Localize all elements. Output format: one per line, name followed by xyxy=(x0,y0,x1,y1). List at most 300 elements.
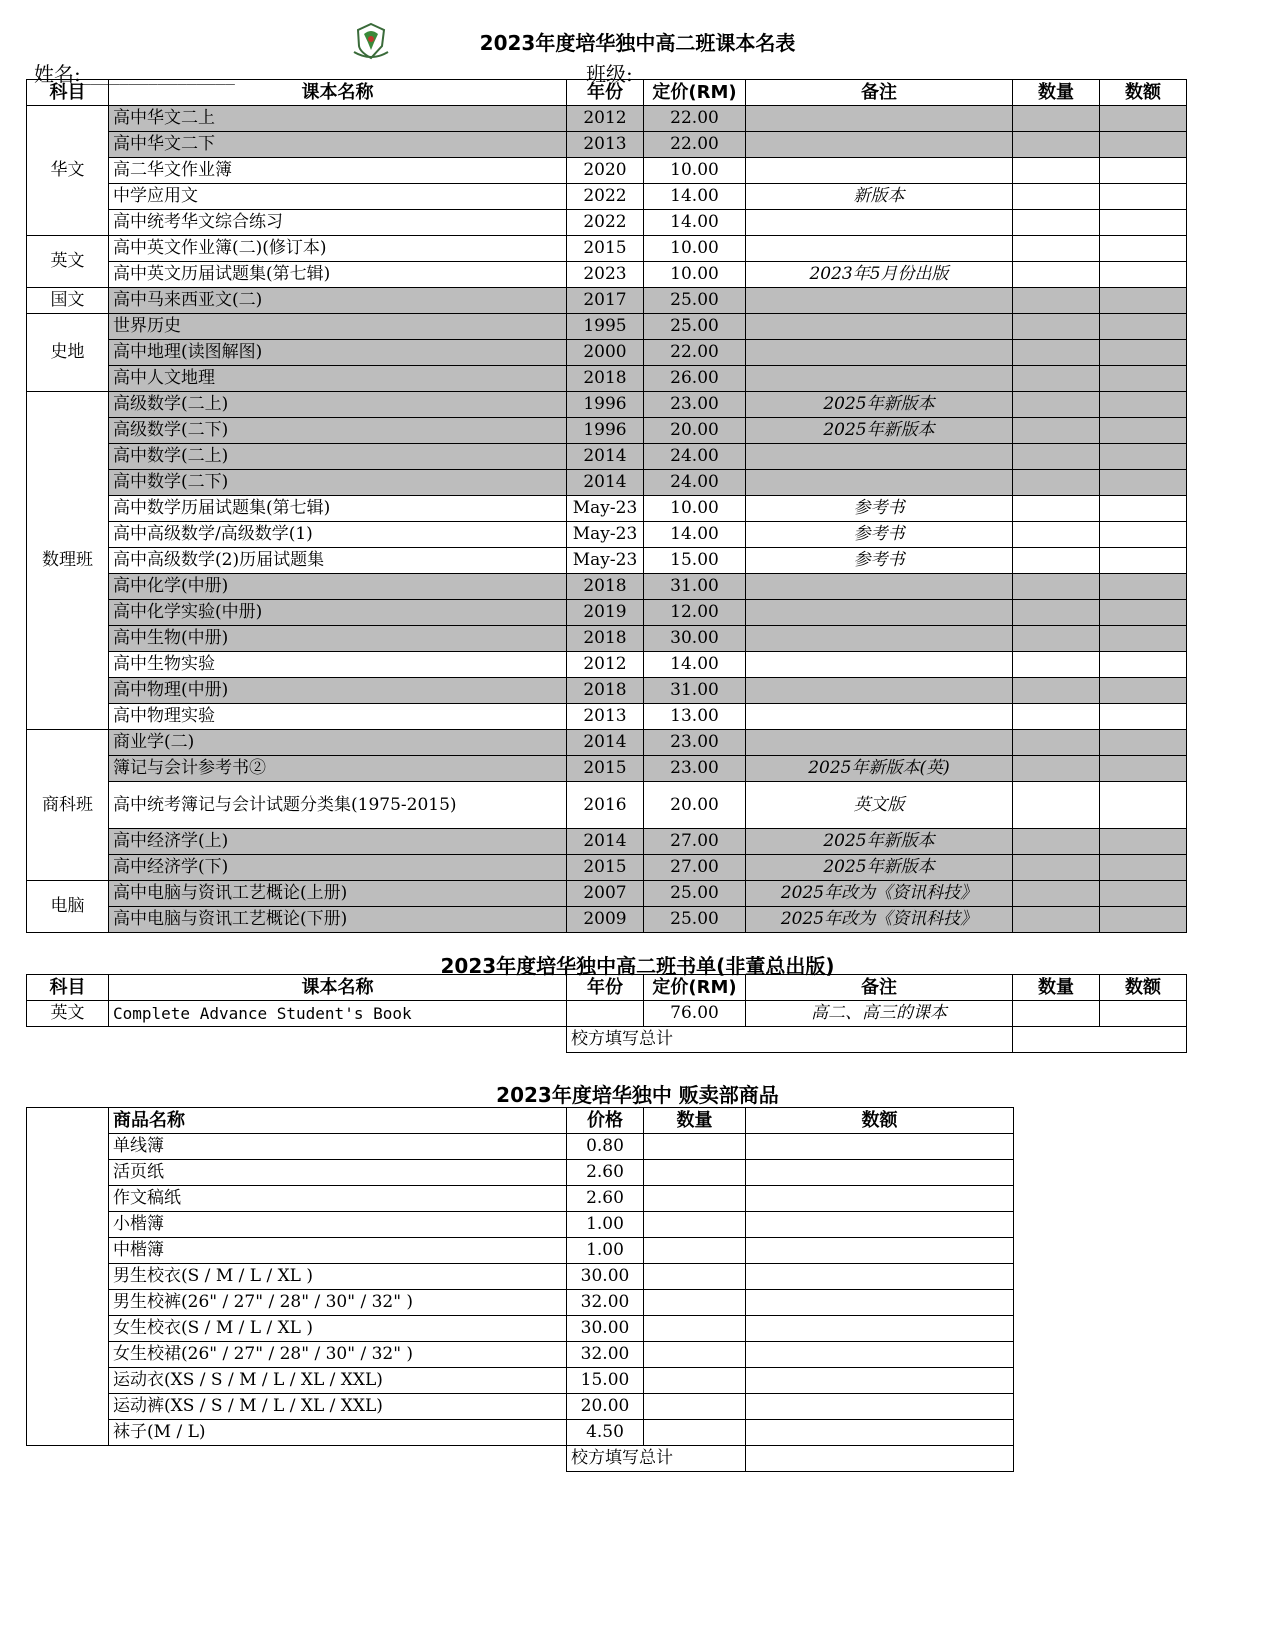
amount-input[interactable] xyxy=(1100,288,1187,314)
price-cell: 13.00 xyxy=(644,704,746,730)
table-row xyxy=(27,548,1187,574)
note-cell xyxy=(746,288,1013,314)
price-cell: 26.00 xyxy=(644,366,746,392)
amount-input[interactable] xyxy=(1100,158,1187,184)
item-amount-input[interactable] xyxy=(746,1212,1014,1238)
amount-input[interactable] xyxy=(1100,626,1187,652)
book-name-cell: 高中华文二上 xyxy=(109,106,567,132)
quantity-input[interactable] xyxy=(1013,314,1100,340)
item-quantity-input[interactable] xyxy=(644,1342,746,1368)
item-quantity-input[interactable] xyxy=(644,1238,746,1264)
table-row xyxy=(27,470,1187,496)
amount-input[interactable] xyxy=(1100,262,1187,288)
book-name-cell: 高中华文二下 xyxy=(109,132,567,158)
item-amount-input[interactable] xyxy=(746,1368,1014,1394)
table-row xyxy=(27,236,1187,262)
price-cell: 10.00 xyxy=(644,496,746,522)
book-name-cell: 高中经济学(上) xyxy=(109,829,567,855)
amount-input[interactable] xyxy=(1100,106,1187,132)
quantity-input[interactable] xyxy=(1013,418,1100,444)
book-name-cell: 簿记与会计参考书② xyxy=(109,756,567,782)
book-name-cell: 高中英文历届试题集(第七辑) xyxy=(109,262,567,288)
subject-cell: 英文 xyxy=(27,236,109,288)
amount-input[interactable] xyxy=(1100,600,1187,626)
table-row xyxy=(27,262,1187,288)
price-cell: 15.00 xyxy=(644,548,746,574)
item-name-cell: 男生校裤(26" / 27" / 28" / 30" / 32" ) xyxy=(109,1290,567,1316)
list-item xyxy=(27,1420,1014,1446)
school-total-label: 校方填写总计 xyxy=(567,1027,1013,1053)
price-cell: 23.00 xyxy=(644,756,746,782)
quantity-input[interactable] xyxy=(1013,132,1100,158)
amount-input[interactable] xyxy=(1100,881,1187,907)
note-cell xyxy=(746,678,1013,704)
book-name-cell: 高中化学实验(中册) xyxy=(109,600,567,626)
school-total-row xyxy=(27,1446,1014,1472)
header-note: 备注 xyxy=(746,80,1013,106)
book-name-cell: 高中高级数学/高级数学(1) xyxy=(109,522,567,548)
item-amount-input[interactable] xyxy=(746,1186,1014,1212)
amount-input[interactable] xyxy=(1100,210,1187,236)
amount-input[interactable] xyxy=(1100,855,1187,881)
price-cell: 27.00 xyxy=(644,829,746,855)
quantity-input[interactable] xyxy=(1013,470,1100,496)
class-label: 班级: xyxy=(586,62,633,86)
price-cell: 22.00 xyxy=(644,132,746,158)
quantity-input[interactable] xyxy=(1013,522,1100,548)
table-row xyxy=(27,314,1187,340)
table-row xyxy=(27,855,1187,881)
table-row xyxy=(27,782,1187,829)
header-item-name: 商品名称 xyxy=(109,1108,567,1134)
year-cell: 2014 xyxy=(567,444,644,470)
table-row xyxy=(27,496,1187,522)
book-name-cell: 高二华文作业簿 xyxy=(109,158,567,184)
year-cell: 2000 xyxy=(567,340,644,366)
table-row xyxy=(27,392,1187,418)
subject-cell: 国文 xyxy=(27,288,109,314)
item-quantity-input[interactable] xyxy=(644,1368,746,1394)
book-name-cell: 高中物理(中册) xyxy=(109,678,567,704)
quantity-input[interactable] xyxy=(1013,444,1100,470)
year-cell: 2015 xyxy=(567,756,644,782)
item-price-cell: 30.00 xyxy=(567,1316,644,1342)
item-price-cell: 32.00 xyxy=(567,1290,644,1316)
note-cell: 英文版 xyxy=(746,782,1013,829)
price-cell: 23.00 xyxy=(644,730,746,756)
year-cell: 2017 xyxy=(567,288,644,314)
item-quantity-input[interactable] xyxy=(644,1394,746,1420)
book-name-cell: 高中经济学(下) xyxy=(109,855,567,881)
subject-cell: 史地 xyxy=(27,314,109,392)
item-quantity-input[interactable] xyxy=(644,1186,746,1212)
price-cell: 22.00 xyxy=(644,106,746,132)
quantity-input[interactable] xyxy=(1013,626,1100,652)
quantity-input[interactable] xyxy=(1013,574,1100,600)
book-name-cell: 高中马来西亚文(二) xyxy=(109,288,567,314)
note-cell: 2025年新版本 xyxy=(746,829,1013,855)
table-row xyxy=(27,158,1187,184)
school-total-input[interactable] xyxy=(746,1446,1014,1472)
item-amount-input[interactable] xyxy=(746,1134,1014,1160)
table-row xyxy=(27,184,1187,210)
quantity-input[interactable] xyxy=(1013,262,1100,288)
quantity-input[interactable] xyxy=(1013,392,1100,418)
header-book-name: 课本名称 xyxy=(109,975,567,1001)
year-cell: 2018 xyxy=(567,678,644,704)
page-title: 2023年度培华独中高二班课本名表 xyxy=(479,31,796,55)
quantity-input[interactable] xyxy=(1013,678,1100,704)
item-price-cell: 4.50 xyxy=(567,1420,644,1446)
note-cell: 2023年5月份出版 xyxy=(746,262,1013,288)
year-cell: 2022 xyxy=(567,184,644,210)
item-amount-input[interactable] xyxy=(746,1160,1014,1186)
quantity-input[interactable] xyxy=(1013,730,1100,756)
note-cell xyxy=(746,626,1013,652)
year-cell: 2014 xyxy=(567,730,644,756)
amount-input[interactable] xyxy=(1100,652,1187,678)
year-cell: 2018 xyxy=(567,366,644,392)
header-price: 定价(RM) xyxy=(644,975,746,1001)
item-name-cell: 作文稿纸 xyxy=(109,1186,567,1212)
name-field[interactable]: ________________ xyxy=(80,66,235,85)
price-cell: 14.00 xyxy=(644,652,746,678)
book-name-cell: 高中生物(中册) xyxy=(109,626,567,652)
book-name-cell: 高中人文地理 xyxy=(109,366,567,392)
book-name-cell: 高中英文作业簿(二)(修订本) xyxy=(109,236,567,262)
header-quantity: 数量 xyxy=(1013,975,1100,1001)
item-amount-input[interactable] xyxy=(746,1394,1014,1420)
book-name-cell: 高中生物实验 xyxy=(109,652,567,678)
quantity-input[interactable] xyxy=(1013,907,1100,933)
quantity-input[interactable] xyxy=(1013,829,1100,855)
quantity-input[interactable] xyxy=(1013,881,1100,907)
quantity-input[interactable] xyxy=(1013,1001,1100,1027)
price-cell: 22.00 xyxy=(644,340,746,366)
table-row xyxy=(27,756,1187,782)
price-cell: 14.00 xyxy=(644,210,746,236)
item-amount-input[interactable] xyxy=(746,1420,1014,1446)
year-cell: May-23 xyxy=(567,548,644,574)
year-cell: 2018 xyxy=(567,574,644,600)
quantity-input[interactable] xyxy=(1013,236,1100,262)
note-cell xyxy=(746,158,1013,184)
note-cell: 2025年新版本(英) xyxy=(746,756,1013,782)
item-quantity-input[interactable] xyxy=(644,1160,746,1186)
item-quantity-input[interactable] xyxy=(644,1212,746,1238)
amount-input[interactable] xyxy=(1100,574,1187,600)
table-row xyxy=(27,600,1187,626)
price-cell: 20.00 xyxy=(644,418,746,444)
price-cell: 30.00 xyxy=(644,626,746,652)
amount-input[interactable] xyxy=(1100,829,1187,855)
name-label: 姓名:________________ xyxy=(34,62,235,86)
year-cell: 2020 xyxy=(567,158,644,184)
header-amount: 数额 xyxy=(1100,975,1187,1001)
price-cell: 20.00 xyxy=(644,782,746,829)
note-cell xyxy=(746,132,1013,158)
item-name-cell: 中楷簿 xyxy=(109,1238,567,1264)
book-name-cell: 高中物理实验 xyxy=(109,704,567,730)
table-row xyxy=(27,652,1187,678)
item-price-cell: 0.80 xyxy=(567,1134,644,1160)
table-row xyxy=(27,1001,1187,1027)
quantity-input[interactable] xyxy=(1013,855,1100,881)
item-quantity-input[interactable] xyxy=(644,1316,746,1342)
table-row xyxy=(27,829,1187,855)
note-cell: 高二、高三的课本 xyxy=(746,1001,1013,1027)
item-quantity-input[interactable] xyxy=(644,1420,746,1446)
table-row xyxy=(27,574,1187,600)
note-cell xyxy=(746,210,1013,236)
item-name-cell: 运动衣(XS / S / M / L / XL / XXL) xyxy=(109,1368,567,1394)
price-cell: 31.00 xyxy=(644,574,746,600)
table-row xyxy=(27,678,1187,704)
school-total-row xyxy=(27,1027,1187,1053)
price-cell: 23.00 xyxy=(644,392,746,418)
amount-input[interactable] xyxy=(1100,470,1187,496)
quantity-input[interactable] xyxy=(1013,210,1100,236)
amount-input[interactable] xyxy=(1100,418,1187,444)
year-cell: 2013 xyxy=(567,132,644,158)
book-name-cell: 高中电脑与资讯工艺概论(上册) xyxy=(109,881,567,907)
table-row xyxy=(27,704,1187,730)
quantity-input[interactable] xyxy=(1013,548,1100,574)
amount-input[interactable] xyxy=(1100,756,1187,782)
amount-input[interactable] xyxy=(1100,1001,1187,1027)
price-cell: 10.00 xyxy=(644,262,746,288)
list-item xyxy=(27,1160,1014,1186)
price-cell: 10.00 xyxy=(644,158,746,184)
book-name-cell: 高中化学(中册) xyxy=(109,574,567,600)
note-cell xyxy=(746,470,1013,496)
year-cell: 2015 xyxy=(567,236,644,262)
item-price-cell: 2.60 xyxy=(567,1160,644,1186)
book-name-cell: Complete Advance Student's Book xyxy=(109,1001,567,1027)
item-name-cell: 女生校衣(S / M / L / XL ) xyxy=(109,1316,567,1342)
quantity-input[interactable] xyxy=(1013,288,1100,314)
header-book-name: 课本名称 xyxy=(109,80,567,106)
school-total-label: 校方填写总计 xyxy=(567,1446,746,1472)
note-cell xyxy=(746,314,1013,340)
quantity-input[interactable] xyxy=(1013,704,1100,730)
item-name-cell: 活页纸 xyxy=(109,1160,567,1186)
price-cell: 24.00 xyxy=(644,444,746,470)
quantity-input[interactable] xyxy=(1013,158,1100,184)
non-dongzong-table xyxy=(26,974,1187,1053)
book-name-cell: 中学应用文 xyxy=(109,184,567,210)
quantity-input[interactable] xyxy=(1013,340,1100,366)
price-cell: 27.00 xyxy=(644,855,746,881)
year-cell: 2023 xyxy=(567,262,644,288)
year-cell: 2014 xyxy=(567,829,644,855)
item-price-cell: 15.00 xyxy=(567,1368,644,1394)
price-cell: 25.00 xyxy=(644,314,746,340)
header-year: 年份 xyxy=(567,80,644,106)
list-item xyxy=(27,1264,1014,1290)
price-cell: 14.00 xyxy=(644,184,746,210)
year-cell: May-23 xyxy=(567,496,644,522)
table-header-row xyxy=(27,975,1187,1001)
book-name-cell: 高级数学(二上) xyxy=(109,392,567,418)
table-row xyxy=(27,288,1187,314)
note-cell: 参考书 xyxy=(746,548,1013,574)
header-subject: 科目 xyxy=(27,975,109,1001)
book-name-cell: 高级数学(二下) xyxy=(109,418,567,444)
quantity-input[interactable] xyxy=(1013,782,1100,829)
shop-table xyxy=(26,1107,1014,1472)
year-cell: 2009 xyxy=(567,907,644,933)
table-row xyxy=(27,340,1187,366)
note-cell xyxy=(746,444,1013,470)
price-cell: 25.00 xyxy=(644,881,746,907)
list-item xyxy=(27,1290,1014,1316)
year-cell xyxy=(567,1001,644,1027)
table-row xyxy=(27,881,1187,907)
list-item xyxy=(27,1134,1014,1160)
book-name-cell: 高中统考华文综合练习 xyxy=(109,210,567,236)
year-cell: 2013 xyxy=(567,704,644,730)
amount-input[interactable] xyxy=(1100,132,1187,158)
note-cell xyxy=(746,704,1013,730)
table-row xyxy=(27,444,1187,470)
note-cell xyxy=(746,600,1013,626)
quantity-input[interactable] xyxy=(1013,106,1100,132)
amount-input[interactable] xyxy=(1100,314,1187,340)
note-cell: 2025年新版本 xyxy=(746,855,1013,881)
note-cell: 参考书 xyxy=(746,522,1013,548)
price-cell: 25.00 xyxy=(644,907,746,933)
section-title-shop: 2023年度培华独中 贩卖部商品 xyxy=(496,1083,779,1107)
list-item xyxy=(27,1368,1014,1394)
quantity-input[interactable] xyxy=(1013,184,1100,210)
book-name-cell: 世界历史 xyxy=(109,314,567,340)
amount-input[interactable] xyxy=(1100,392,1187,418)
amount-input[interactable] xyxy=(1100,730,1187,756)
table-row xyxy=(27,106,1187,132)
amount-input[interactable] xyxy=(1100,782,1187,829)
list-item xyxy=(27,1316,1014,1342)
year-cell: 2007 xyxy=(567,881,644,907)
header-amount: 数额 xyxy=(1100,80,1187,106)
item-name-cell: 袜子(M / L) xyxy=(109,1420,567,1446)
quantity-input[interactable] xyxy=(1013,496,1100,522)
item-amount-input[interactable] xyxy=(746,1238,1014,1264)
header-price: 定价(RM) xyxy=(644,80,746,106)
table-row xyxy=(27,522,1187,548)
amount-input[interactable] xyxy=(1100,366,1187,392)
item-amount-input[interactable] xyxy=(746,1264,1014,1290)
book-name-cell: 商业学(二) xyxy=(109,730,567,756)
book-name-cell: 高中数学历届试题集(第七辑) xyxy=(109,496,567,522)
item-name-cell: 女生校裙(26" / 27" / 28" / 30" / 32" ) xyxy=(109,1342,567,1368)
shop-side-cell xyxy=(27,1108,109,1446)
book-name-cell: 高中地理(读图解图) xyxy=(109,340,567,366)
quantity-input[interactable] xyxy=(1013,366,1100,392)
note-cell: 参考书 xyxy=(746,496,1013,522)
note-cell xyxy=(746,730,1013,756)
list-item xyxy=(27,1238,1014,1264)
price-cell: 31.00 xyxy=(644,678,746,704)
item-price-cell: 1.00 xyxy=(567,1238,644,1264)
list-item xyxy=(27,1212,1014,1238)
table-row xyxy=(27,132,1187,158)
amount-input[interactable] xyxy=(1100,444,1187,470)
book-name-cell: 高中统考簿记与会计试题分类集(1975-2015) xyxy=(109,782,567,829)
note-cell xyxy=(746,106,1013,132)
amount-input[interactable] xyxy=(1100,184,1187,210)
quantity-input[interactable] xyxy=(1013,756,1100,782)
item-name-cell: 运动裤(XS / S / M / L / XL / XXL) xyxy=(109,1394,567,1420)
amount-input[interactable] xyxy=(1100,522,1187,548)
year-cell: 2012 xyxy=(567,106,644,132)
item-amount-input[interactable] xyxy=(746,1290,1014,1316)
note-cell: 2025年改为《资讯科技》 xyxy=(746,907,1013,933)
book-name-cell: 高中电脑与资讯工艺概论(下册) xyxy=(109,907,567,933)
quantity-input[interactable] xyxy=(1013,652,1100,678)
section-title-non-dongzong: 2023年度培华独中高二班书单(非董总出版) xyxy=(440,954,835,978)
item-price-cell: 20.00 xyxy=(567,1394,644,1420)
note-cell xyxy=(746,652,1013,678)
note-cell: 2025年新版本 xyxy=(746,418,1013,444)
note-cell: 2025年改为《资讯科技》 xyxy=(746,881,1013,907)
header-year: 年份 xyxy=(567,975,644,1001)
price-cell: 10.00 xyxy=(644,236,746,262)
price-cell: 12.00 xyxy=(644,600,746,626)
header-item-price: 价格 xyxy=(567,1108,644,1134)
amount-input[interactable] xyxy=(1100,907,1187,933)
book-name-cell: 高中数学(二上) xyxy=(109,444,567,470)
amount-input[interactable] xyxy=(1100,236,1187,262)
year-cell: 2016 xyxy=(567,782,644,829)
header-item-amount: 数额 xyxy=(746,1108,1014,1134)
school-total-input[interactable] xyxy=(1013,1027,1187,1053)
year-cell: 2018 xyxy=(567,626,644,652)
item-amount-input[interactable] xyxy=(746,1342,1014,1368)
amount-input[interactable] xyxy=(1100,548,1187,574)
item-price-cell: 30.00 xyxy=(567,1264,644,1290)
amount-input[interactable] xyxy=(1100,678,1187,704)
item-quantity-input[interactable] xyxy=(644,1264,746,1290)
table-row xyxy=(27,210,1187,236)
year-cell: 1995 xyxy=(567,314,644,340)
table-row xyxy=(27,730,1187,756)
subject-cell: 数理班 xyxy=(27,392,109,730)
header-subject: 科目 xyxy=(27,80,109,106)
amount-input[interactable] xyxy=(1100,496,1187,522)
note-cell xyxy=(746,236,1013,262)
list-item xyxy=(27,1342,1014,1368)
item-price-cell: 1.00 xyxy=(567,1212,644,1238)
year-cell: May-23 xyxy=(567,522,644,548)
quantity-input[interactable] xyxy=(1013,600,1100,626)
item-quantity-input[interactable] xyxy=(644,1134,746,1160)
list-item xyxy=(27,1186,1014,1212)
table-header-row xyxy=(27,80,1187,106)
note-cell xyxy=(746,340,1013,366)
item-amount-input[interactable] xyxy=(746,1316,1014,1342)
book-name-cell: 高中数学(二下) xyxy=(109,470,567,496)
list-item xyxy=(27,1394,1014,1420)
item-name-cell: 单线簿 xyxy=(109,1134,567,1160)
subject-cell: 华文 xyxy=(27,106,109,236)
note-cell: 2025年新版本 xyxy=(746,392,1013,418)
amount-input[interactable] xyxy=(1100,340,1187,366)
header-note: 备注 xyxy=(746,975,1013,1001)
amount-input[interactable] xyxy=(1100,704,1187,730)
year-cell: 2022 xyxy=(567,210,644,236)
item-quantity-input[interactable] xyxy=(644,1290,746,1316)
